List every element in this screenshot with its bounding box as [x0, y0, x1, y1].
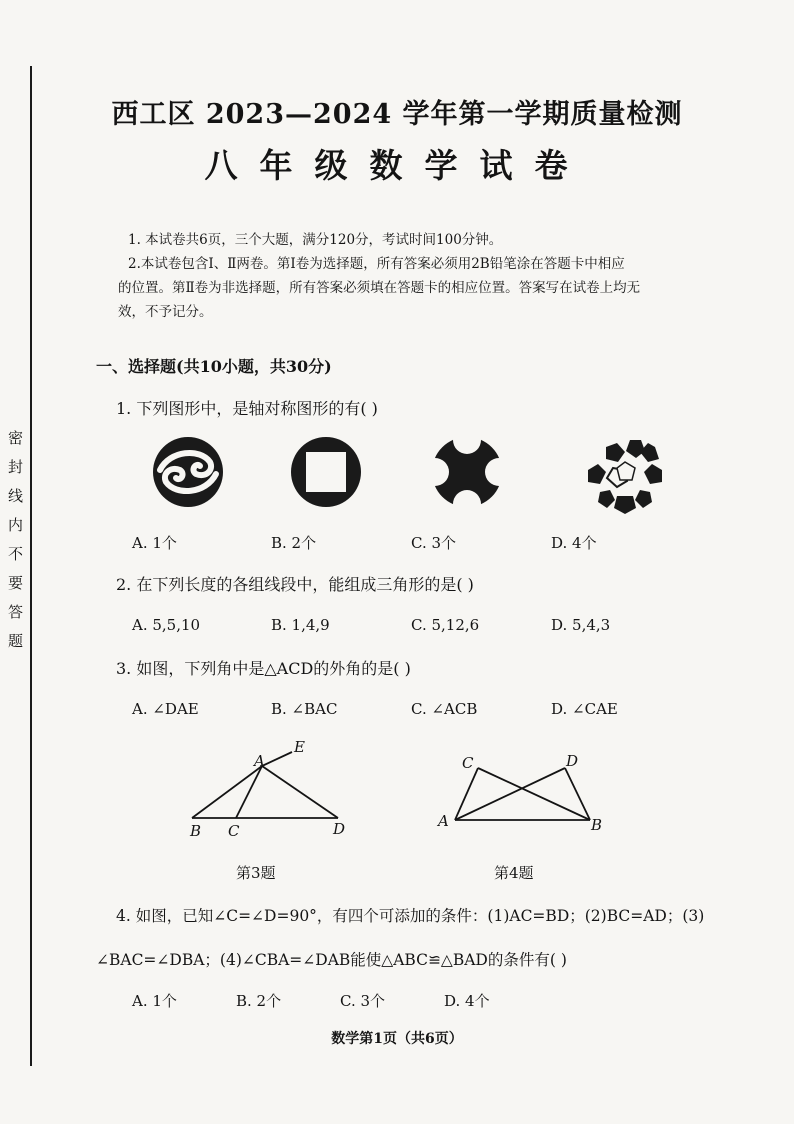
note-line-2: 2.本试卷包含Ⅰ、Ⅱ两卷。第Ⅰ卷为选择题，所有答案必须用2B铅笔涂在答题卡中相应 [128, 256, 625, 272]
exam-title: 西工区 2023—2024 学年第一学期质量检测 [111, 99, 683, 130]
figure-3-caption: 第3题 [236, 864, 276, 882]
fig4-label-a: A [438, 812, 449, 830]
q4-option-a[interactable]: A. 1个 [132, 992, 177, 1010]
q1-option-c[interactable]: C. 3个 [411, 534, 457, 552]
q2-option-d[interactable]: D. 5,4,3 [551, 616, 611, 634]
figure-3-diagram [192, 752, 338, 818]
figure-4-caption: 第4题 [494, 864, 534, 882]
q3-option-d[interactable]: D. ∠CAE [551, 700, 618, 718]
fig3-label-e: E [294, 738, 305, 756]
fig3-label-b: B [190, 822, 202, 840]
question-4-stem-line-1: 4. 如图，已知∠C=∠D=90°，有四个可添加的条件：(1)AC=BD；(2)BC=AD；(3) [116, 907, 705, 925]
q4-option-b[interactable]: B. 2个 [236, 992, 282, 1010]
fig3-label-a: A [254, 752, 265, 770]
q3-option-a[interactable]: A. ∠DAE [132, 700, 199, 718]
q2-option-b[interactable]: B. 1,4,9 [271, 616, 330, 634]
fig3-label-c: C [228, 822, 240, 840]
note-line-3: 的位置。第Ⅱ卷为非选择题，所有答案必须填在答题卡的相应位置。答案写在试卷上均无 [118, 280, 641, 296]
q1-option-b[interactable]: B. 2个 [271, 534, 317, 552]
q1-option-a[interactable]: A. 1个 [132, 534, 177, 552]
question-3-stem: 3. 如图，下列角中是△ACD的外角的是( ) [116, 659, 411, 678]
note-line-4: 效，不予记分。 [118, 304, 213, 320]
q2-option-a[interactable]: A. 5,5,10 [132, 616, 201, 634]
figure-4-diagram [455, 768, 590, 820]
exam-subtitle: 八年级数学试卷 [204, 146, 590, 185]
seal-margin-text: 密封线内不要答题 [6, 430, 24, 662]
fig4-label-d: D [566, 752, 579, 770]
fig4-label-c: C [462, 754, 474, 772]
fig3-label-d: D [333, 820, 346, 838]
fig4-label-b: B [591, 816, 603, 834]
question-1-stem: 1. 下列图形中，是轴对称图形的有( ) [116, 399, 378, 418]
q3-option-b[interactable]: B. ∠BAC [271, 700, 338, 718]
page-footer: 数学第1页（共6页） [331, 1031, 463, 1047]
question-4-stem-line-2: ∠BAC=∠DBA；(4)∠CBA=∠DAB能使△ABC≌△BAD的条件有( ) [96, 951, 567, 969]
q3-option-c[interactable]: C. ∠ACB [411, 700, 478, 718]
q4-option-d[interactable]: D. 4个 [444, 992, 490, 1010]
q1-option-d[interactable]: D. 4个 [551, 534, 597, 552]
question-2-stem: 2. 在下列长度的各组线段中，能组成三角形的是( ) [116, 575, 474, 594]
section-heading: 一、选择题(共10小题，共30分) [96, 357, 332, 376]
note-line-1: 1. 本试卷共6页，三个大题，满分120分，考试时间100分钟。 [128, 232, 503, 248]
q4-option-c[interactable]: C. 3个 [340, 992, 386, 1010]
q2-option-c[interactable]: C. 5,12,6 [411, 616, 480, 634]
